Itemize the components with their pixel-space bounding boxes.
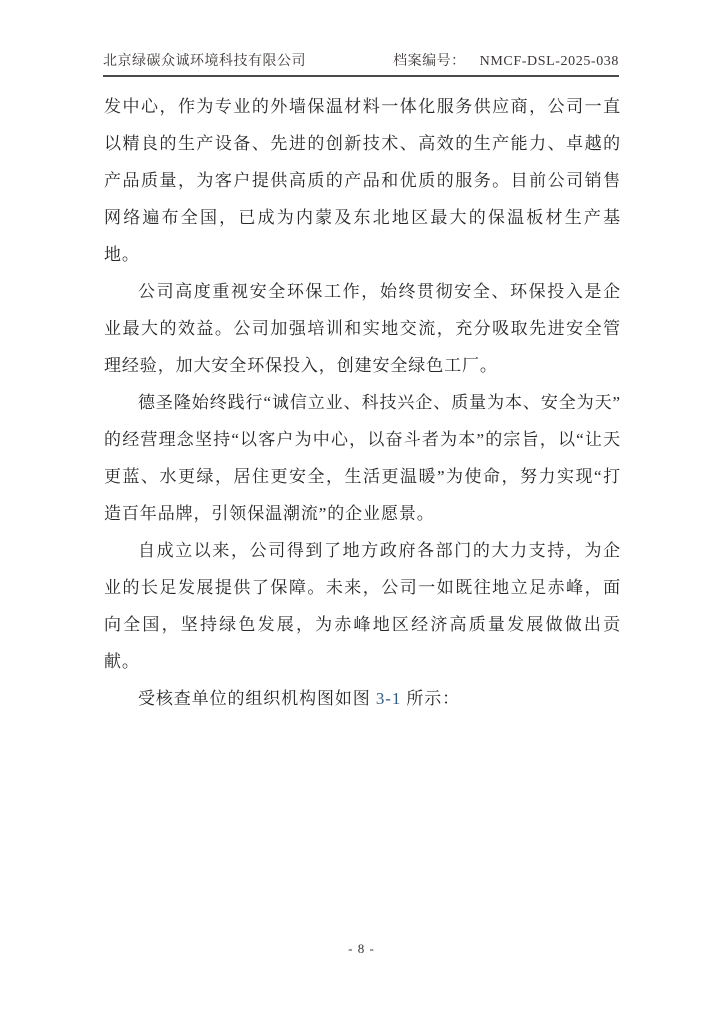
body-paragraph: 德圣隆始终践行“诚信立业、科技兴企、质量为本、安全为天”的经营理念坚持“以客户为中心，以奋斗者为本”的宗旨，以“让天更蓝、水更绿，居住更安全，生活更温暖”为使命，努力实现“打造百年品牌，引领保温潮流”的企业愿景。	[104, 393, 621, 523]
file-number-label: 档案编号：	[393, 54, 466, 69]
figure-reference-prefix: 受核查单位的组织机构图如图	[138, 689, 376, 708]
figure-3-1-link[interactable]: 3-1	[375, 689, 402, 708]
body-paragraph: 自成立以来，公司得到了地方政府各部门的大力支持，为企业的长足发展提供了保障。未来，公司一如既往地立足赤峰，面向全国，坚持绿色发展，为赤峰地区经济高质量发展做做出贡献。	[104, 541, 621, 671]
header-file-number	[393, 50, 619, 70]
body-paragraph: 发中心，作为专业的外墙保温材料一体化服务供应商，公司一直以精良的生产设备、先进的创新技术、高效的生产能力、卓越的产品质量，为客户提供高质的产品和优质的服务。目前公司销售网络遍布全国，已成为内蒙及东北地区最大的保温板材生产基地。	[104, 97, 621, 264]
file-number-value: NMCF-DSL-2025-038	[479, 54, 619, 69]
body-paragraph: 公司高度重视安全环保工作，始终贯彻安全、环保投入是企业最大的效益。公司加强培训和实地交流，充分吸取先进安全管理经验，加大安全环保投入，创建安全绿色工厂。	[104, 282, 621, 375]
figure-reference-suffix: 所示：	[401, 689, 461, 708]
header-company-name: 北京绿碳众诚环境科技有限公司	[103, 54, 306, 69]
document-body	[104, 88, 621, 717]
figure-reference-paragraph	[104, 680, 621, 717]
page-header	[103, 50, 619, 77]
page-number: - 8 -	[348, 941, 375, 956]
